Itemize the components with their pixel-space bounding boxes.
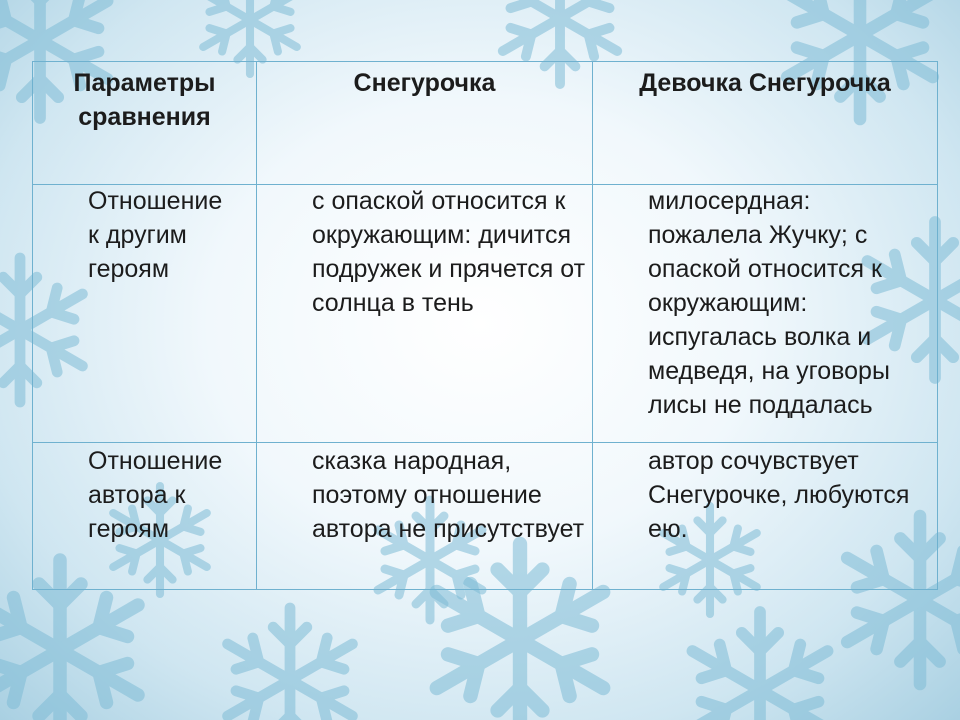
cell-text: Отношение автора к героям	[88, 447, 223, 543]
table-cell	[33, 185, 257, 443]
header-text: Девочка Снегурочка	[639, 69, 891, 97]
header-cell-snegurochka	[257, 62, 593, 185]
table-cell	[257, 185, 593, 443]
cell-text: сказка народная, поэтому отношение автора не присутствует	[312, 447, 585, 543]
table-row	[33, 185, 938, 443]
header-cell-devochka-snegurochka	[593, 62, 938, 185]
table-cell	[33, 443, 257, 590]
header-text: Параметры сравнения	[73, 69, 216, 131]
table-header-row	[33, 62, 938, 185]
table-row	[33, 443, 938, 590]
cell-text: автор сочувствует Снегурочке, любуются ею.	[648, 447, 910, 543]
cell-text: милосердная: пожалела Жучку; с опаской относится к окружающим: испугалась волка и медведя, на уговоры лисы не поддалась	[648, 187, 890, 419]
header-cell-parameters	[33, 62, 257, 185]
cell-text: Отношение к другим героям	[88, 187, 223, 283]
table-cell	[593, 185, 938, 443]
table-cell	[593, 443, 938, 590]
cell-text: с опаской относится к окружающим: дичится подружек и прячется от солнца в тень	[312, 187, 586, 317]
comparison-table	[32, 61, 938, 590]
table-cell	[257, 443, 593, 590]
header-text: Снегурочка	[353, 69, 496, 97]
